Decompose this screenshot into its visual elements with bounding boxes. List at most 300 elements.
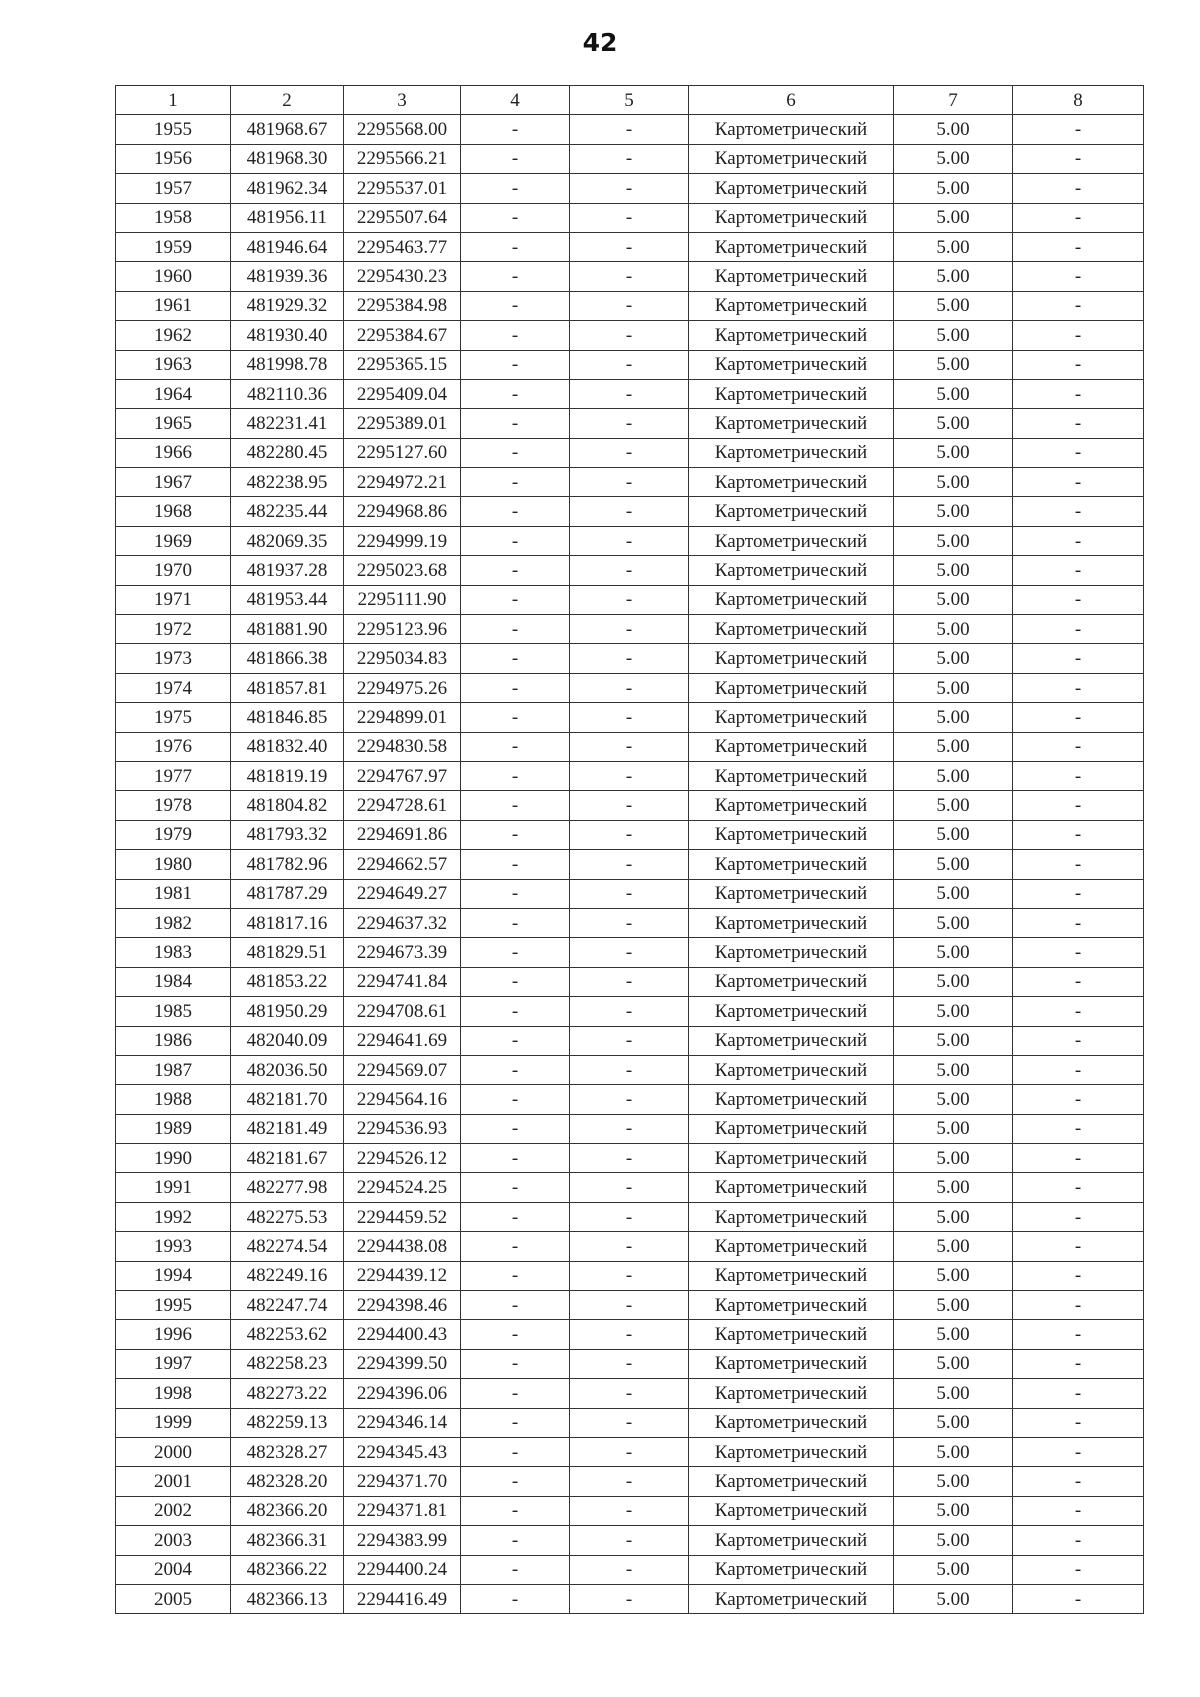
table-cell: - bbox=[570, 967, 689, 996]
table-cell: Картометрический bbox=[689, 585, 894, 614]
table-cell: - bbox=[1013, 938, 1144, 967]
table-cell: 482274.54 bbox=[231, 1232, 344, 1261]
table-cell: 5.00 bbox=[894, 1232, 1013, 1261]
table-row bbox=[116, 732, 1144, 761]
table-cell: Картометрический bbox=[689, 791, 894, 820]
table-cell: - bbox=[570, 791, 689, 820]
table-cell: 2002 bbox=[116, 1496, 231, 1525]
table-cell: Картометрический bbox=[689, 1144, 894, 1173]
table-cell: - bbox=[461, 703, 570, 732]
table-cell: 1974 bbox=[116, 673, 231, 702]
table-cell: - bbox=[461, 1320, 570, 1349]
table-cell: 5.00 bbox=[894, 1437, 1013, 1466]
table-cell: - bbox=[461, 1202, 570, 1231]
table-cell: 481853.22 bbox=[231, 967, 344, 996]
table-cell: 5.00 bbox=[894, 585, 1013, 614]
table-cell: 1963 bbox=[116, 350, 231, 379]
table-cell: Картометрический bbox=[689, 144, 894, 173]
table-cell: Картометрический bbox=[689, 1114, 894, 1143]
table-cell: 2001 bbox=[116, 1467, 231, 1496]
table-cell: 482181.70 bbox=[231, 1085, 344, 1114]
table-cell: 2295111.90 bbox=[344, 585, 461, 614]
table-cell: - bbox=[461, 350, 570, 379]
table-row bbox=[116, 1349, 1144, 1378]
table-cell: 2294526.12 bbox=[344, 1144, 461, 1173]
table-cell: - bbox=[570, 526, 689, 555]
table-cell: - bbox=[570, 1173, 689, 1202]
table-cell: 5.00 bbox=[894, 1085, 1013, 1114]
table-cell: - bbox=[461, 615, 570, 644]
table-row bbox=[116, 1026, 1144, 1055]
table-cell: Картометрический bbox=[689, 1026, 894, 1055]
table-cell: 482069.35 bbox=[231, 526, 344, 555]
table-cell: - bbox=[461, 732, 570, 761]
table-cell: 1988 bbox=[116, 1085, 231, 1114]
table-cell: Картометрический bbox=[689, 967, 894, 996]
table-cell: 5.00 bbox=[894, 967, 1013, 996]
table-cell: Картометрический bbox=[689, 850, 894, 879]
table-cell: 481857.81 bbox=[231, 673, 344, 702]
table-row bbox=[116, 1085, 1144, 1114]
table-cell: - bbox=[570, 1349, 689, 1378]
table-cell: - bbox=[1013, 1232, 1144, 1261]
table-cell: - bbox=[461, 321, 570, 350]
table-cell: - bbox=[1013, 1026, 1144, 1055]
table-cell: 1978 bbox=[116, 791, 231, 820]
table-cell: 482366.22 bbox=[231, 1555, 344, 1584]
table-cell: 481866.38 bbox=[231, 644, 344, 673]
table-row bbox=[116, 144, 1144, 173]
table-cell: 481937.28 bbox=[231, 556, 344, 585]
table-cell: Картометрический bbox=[689, 1232, 894, 1261]
table-cell: - bbox=[570, 1584, 689, 1613]
table-cell: Картометрический bbox=[689, 908, 894, 937]
table-row bbox=[116, 321, 1144, 350]
table-cell: - bbox=[570, 1467, 689, 1496]
table-cell: - bbox=[1013, 409, 1144, 438]
table-cell: 5.00 bbox=[894, 438, 1013, 467]
table-cell: - bbox=[1013, 1055, 1144, 1084]
table-cell: Картометрический bbox=[689, 1408, 894, 1437]
table-cell: - bbox=[570, 379, 689, 408]
table-row bbox=[116, 379, 1144, 408]
table-cell: 481950.29 bbox=[231, 997, 344, 1026]
table-cell: - bbox=[570, 1202, 689, 1231]
table-cell: - bbox=[570, 1055, 689, 1084]
table-cell: 5.00 bbox=[894, 850, 1013, 879]
table-cell: - bbox=[461, 791, 570, 820]
table-cell: 481846.85 bbox=[231, 703, 344, 732]
table-cell: - bbox=[1013, 1085, 1144, 1114]
table-cell: Картометрический bbox=[689, 673, 894, 702]
table-cell: 481998.78 bbox=[231, 350, 344, 379]
table-cell: - bbox=[1013, 1173, 1144, 1202]
table-cell: Картометрический bbox=[689, 203, 894, 232]
table-cell: - bbox=[570, 908, 689, 937]
table-cell: - bbox=[1013, 526, 1144, 555]
table-cell: Картометрический bbox=[689, 379, 894, 408]
table-cell: - bbox=[461, 262, 570, 291]
table-cell: - bbox=[1013, 1291, 1144, 1320]
column-header: 7 bbox=[894, 86, 1013, 115]
table-cell: 481829.51 bbox=[231, 938, 344, 967]
table-cell: 2295034.83 bbox=[344, 644, 461, 673]
column-header: 4 bbox=[461, 86, 570, 115]
table-cell: 2294972.21 bbox=[344, 468, 461, 497]
table-cell: - bbox=[461, 1467, 570, 1496]
table-cell: 1958 bbox=[116, 203, 231, 232]
table-cell: 482280.45 bbox=[231, 438, 344, 467]
table-cell: - bbox=[1013, 232, 1144, 261]
page-number: 42 bbox=[582, 28, 618, 57]
table-cell: 5.00 bbox=[894, 1261, 1013, 1290]
table-cell: 1967 bbox=[116, 468, 231, 497]
table-cell: Картометрический bbox=[689, 1055, 894, 1084]
table-cell: 2294569.07 bbox=[344, 1055, 461, 1084]
table-cell: 482366.31 bbox=[231, 1526, 344, 1555]
table-cell: - bbox=[570, 1555, 689, 1584]
table-cell: - bbox=[461, 850, 570, 879]
table-cell: 5.00 bbox=[894, 1379, 1013, 1408]
table-row bbox=[116, 761, 1144, 790]
table-cell: - bbox=[570, 1114, 689, 1143]
table-cell: Картометрический bbox=[689, 938, 894, 967]
column-header: 8 bbox=[1013, 86, 1144, 115]
table-cell: 1989 bbox=[116, 1114, 231, 1143]
table-cell: Картометрический bbox=[689, 1496, 894, 1525]
table-cell: 5.00 bbox=[894, 1055, 1013, 1084]
table-cell: 1956 bbox=[116, 144, 231, 173]
table-cell: 5.00 bbox=[894, 321, 1013, 350]
table-cell: - bbox=[461, 203, 570, 232]
table-cell: - bbox=[1013, 262, 1144, 291]
table-cell: Картометрический bbox=[689, 497, 894, 526]
table-row bbox=[116, 1526, 1144, 1555]
table-cell: - bbox=[570, 673, 689, 702]
table-cell: - bbox=[1013, 1408, 1144, 1437]
table-cell: - bbox=[1013, 997, 1144, 1026]
coordinates-table bbox=[115, 85, 1144, 1614]
table-cell: - bbox=[461, 468, 570, 497]
table-cell: 2294398.46 bbox=[344, 1291, 461, 1320]
table-cell: 481819.19 bbox=[231, 761, 344, 790]
table-cell: 1979 bbox=[116, 820, 231, 849]
table-cell: 1976 bbox=[116, 732, 231, 761]
table-row bbox=[116, 203, 1144, 232]
table-cell: - bbox=[570, 938, 689, 967]
table-cell: Картометрический bbox=[689, 761, 894, 790]
table-cell: 2294637.32 bbox=[344, 908, 461, 937]
column-header: 3 bbox=[344, 86, 461, 115]
table-cell: - bbox=[461, 115, 570, 144]
table-cell: 5.00 bbox=[894, 673, 1013, 702]
table-cell: Картометрический bbox=[689, 997, 894, 1026]
table-cell: 482036.50 bbox=[231, 1055, 344, 1084]
table-cell: - bbox=[461, 585, 570, 614]
table-cell: Картометрический bbox=[689, 1173, 894, 1202]
table-row bbox=[116, 262, 1144, 291]
table-cell: 5.00 bbox=[894, 1349, 1013, 1378]
table-cell: 481953.44 bbox=[231, 585, 344, 614]
table-cell: 2294345.43 bbox=[344, 1437, 461, 1466]
table-cell: - bbox=[1013, 1349, 1144, 1378]
table-cell: 2294830.58 bbox=[344, 732, 461, 761]
table-row bbox=[116, 791, 1144, 820]
table-cell: - bbox=[461, 526, 570, 555]
table-cell: 1957 bbox=[116, 174, 231, 203]
table-cell: Картометрический bbox=[689, 291, 894, 320]
table-row bbox=[116, 409, 1144, 438]
table-cell: 1992 bbox=[116, 1202, 231, 1231]
table-cell: - bbox=[461, 232, 570, 261]
table-cell: 1968 bbox=[116, 497, 231, 526]
table-cell: Картометрический bbox=[689, 820, 894, 849]
table-cell: - bbox=[570, 1437, 689, 1466]
table-cell: 2294767.97 bbox=[344, 761, 461, 790]
table-cell: 481962.34 bbox=[231, 174, 344, 203]
table-cell: - bbox=[461, 644, 570, 673]
table-cell: 482328.27 bbox=[231, 1437, 344, 1466]
table-cell: - bbox=[1013, 1467, 1144, 1496]
table-cell: - bbox=[1013, 1379, 1144, 1408]
table-cell: - bbox=[1013, 615, 1144, 644]
table-cell: 5.00 bbox=[894, 1467, 1013, 1496]
table-cell: - bbox=[1013, 850, 1144, 879]
table-cell: 481929.32 bbox=[231, 291, 344, 320]
table-cell: 2295568.00 bbox=[344, 115, 461, 144]
table-cell: 2294399.50 bbox=[344, 1349, 461, 1378]
table-cell: - bbox=[570, 1408, 689, 1437]
table-cell: - bbox=[1013, 438, 1144, 467]
table-cell: - bbox=[570, 1379, 689, 1408]
table-cell: 2000 bbox=[116, 1437, 231, 1466]
table-cell: - bbox=[1013, 879, 1144, 908]
table-cell: 5.00 bbox=[894, 174, 1013, 203]
table-cell: - bbox=[461, 379, 570, 408]
table-body bbox=[116, 115, 1144, 1614]
table-cell: 2294371.81 bbox=[344, 1496, 461, 1525]
table-cell: 2294536.93 bbox=[344, 1114, 461, 1143]
table-row bbox=[116, 850, 1144, 879]
table-header-row bbox=[116, 86, 1144, 115]
table-cell: - bbox=[461, 997, 570, 1026]
table-cell: 2005 bbox=[116, 1584, 231, 1613]
table-cell: 1986 bbox=[116, 1026, 231, 1055]
table-cell: 5.00 bbox=[894, 938, 1013, 967]
table-cell: 1960 bbox=[116, 262, 231, 291]
table-cell: Картометрический bbox=[689, 438, 894, 467]
table-cell: - bbox=[570, 350, 689, 379]
table-cell: 2294439.12 bbox=[344, 1261, 461, 1290]
table-cell: 1977 bbox=[116, 761, 231, 790]
table-cell: 5.00 bbox=[894, 1114, 1013, 1143]
table-cell: 5.00 bbox=[894, 1291, 1013, 1320]
column-header: 2 bbox=[231, 86, 344, 115]
table-cell: - bbox=[461, 1055, 570, 1084]
table-cell: 5.00 bbox=[894, 203, 1013, 232]
table-cell: 482249.16 bbox=[231, 1261, 344, 1290]
table-row bbox=[116, 497, 1144, 526]
table-cell: - bbox=[570, 1026, 689, 1055]
table-cell: 1996 bbox=[116, 1320, 231, 1349]
table-cell: 5.00 bbox=[894, 1584, 1013, 1613]
table-cell: 481968.67 bbox=[231, 115, 344, 144]
table-cell: - bbox=[1013, 174, 1144, 203]
table-cell: 5.00 bbox=[894, 115, 1013, 144]
table-cell: 2294999.19 bbox=[344, 526, 461, 555]
table-cell: Картометрический bbox=[689, 526, 894, 555]
table-cell: - bbox=[570, 761, 689, 790]
table-cell: - bbox=[1013, 1496, 1144, 1525]
table-cell: 1964 bbox=[116, 379, 231, 408]
table-cell: - bbox=[461, 144, 570, 173]
table-cell: 5.00 bbox=[894, 409, 1013, 438]
table-cell: - bbox=[461, 938, 570, 967]
table-cell: Картометрический bbox=[689, 115, 894, 144]
table-cell: - bbox=[1013, 350, 1144, 379]
table-cell: 2294383.99 bbox=[344, 1526, 461, 1555]
column-header: 5 bbox=[570, 86, 689, 115]
table-cell: - bbox=[570, 556, 689, 585]
table-cell: 2294708.61 bbox=[344, 997, 461, 1026]
table-cell: - bbox=[1013, 791, 1144, 820]
table-cell: - bbox=[461, 967, 570, 996]
table-row bbox=[116, 1232, 1144, 1261]
table-cell: - bbox=[1013, 1584, 1144, 1613]
table-cell: 2294741.84 bbox=[344, 967, 461, 996]
table-cell: 482258.23 bbox=[231, 1349, 344, 1378]
table-cell: 5.00 bbox=[894, 703, 1013, 732]
table-row bbox=[116, 1584, 1144, 1613]
table-cell: 482259.13 bbox=[231, 1408, 344, 1437]
table-cell: - bbox=[570, 115, 689, 144]
table-cell: 1959 bbox=[116, 232, 231, 261]
table-cell: - bbox=[570, 321, 689, 350]
table-row bbox=[116, 350, 1144, 379]
table-cell: 482247.74 bbox=[231, 1291, 344, 1320]
table-cell: - bbox=[461, 761, 570, 790]
table-cell: 5.00 bbox=[894, 232, 1013, 261]
table-cell: - bbox=[570, 1261, 689, 1290]
table-cell: - bbox=[570, 997, 689, 1026]
table-cell: 482277.98 bbox=[231, 1173, 344, 1202]
table-cell: 5.00 bbox=[894, 997, 1013, 1026]
table-cell: - bbox=[1013, 497, 1144, 526]
table-cell: 481787.29 bbox=[231, 879, 344, 908]
table-cell: 1969 bbox=[116, 526, 231, 555]
table-cell: 5.00 bbox=[894, 615, 1013, 644]
table-cell: - bbox=[461, 673, 570, 702]
table-cell: - bbox=[570, 468, 689, 497]
table-cell: - bbox=[1013, 1437, 1144, 1466]
table-cell: 2295537.01 bbox=[344, 174, 461, 203]
table-cell: 1973 bbox=[116, 644, 231, 673]
table-cell: 482181.67 bbox=[231, 1144, 344, 1173]
table-cell: 5.00 bbox=[894, 1026, 1013, 1055]
table-cell: 482238.95 bbox=[231, 468, 344, 497]
table-cell: - bbox=[1013, 468, 1144, 497]
table-cell: Картометрический bbox=[689, 1085, 894, 1114]
table-cell: - bbox=[570, 1496, 689, 1525]
table-cell: - bbox=[1013, 321, 1144, 350]
table-cell: 1955 bbox=[116, 115, 231, 144]
table-cell: 481968.30 bbox=[231, 144, 344, 173]
table-cell: - bbox=[1013, 556, 1144, 585]
table-cell: - bbox=[570, 1291, 689, 1320]
table-cell: 1997 bbox=[116, 1349, 231, 1378]
table-cell: - bbox=[461, 1261, 570, 1290]
table-cell: 2294662.57 bbox=[344, 850, 461, 879]
table-cell: Картометрический bbox=[689, 879, 894, 908]
table-row bbox=[116, 115, 1144, 144]
table-cell: 2294975.26 bbox=[344, 673, 461, 702]
table-cell: Картометрический bbox=[689, 1202, 894, 1231]
table-cell: 5.00 bbox=[894, 1173, 1013, 1202]
table-row bbox=[116, 673, 1144, 702]
table-row bbox=[116, 820, 1144, 849]
table-cell: 1966 bbox=[116, 438, 231, 467]
table-cell: - bbox=[570, 585, 689, 614]
table-cell: 482231.41 bbox=[231, 409, 344, 438]
table-cell: - bbox=[461, 1584, 570, 1613]
table-cell: 2294673.39 bbox=[344, 938, 461, 967]
table-cell: 1993 bbox=[116, 1232, 231, 1261]
table-cell: 1961 bbox=[116, 291, 231, 320]
table-cell: Картометрический bbox=[689, 703, 894, 732]
table-cell: 482110.36 bbox=[231, 379, 344, 408]
table-cell: 2295566.21 bbox=[344, 144, 461, 173]
table-row bbox=[116, 1437, 1144, 1466]
table-cell: - bbox=[461, 1555, 570, 1584]
table-cell: 481930.40 bbox=[231, 321, 344, 350]
table-cell: - bbox=[570, 144, 689, 173]
table-row bbox=[116, 938, 1144, 967]
table-cell: 2295023.68 bbox=[344, 556, 461, 585]
table-cell: - bbox=[1013, 1261, 1144, 1290]
table-cell: 2294346.14 bbox=[344, 1408, 461, 1437]
table-row bbox=[116, 644, 1144, 673]
table-cell: 2295463.77 bbox=[344, 232, 461, 261]
table-cell: - bbox=[1013, 379, 1144, 408]
table-row bbox=[116, 1408, 1144, 1437]
table-cell: 482181.49 bbox=[231, 1114, 344, 1143]
table-cell: 481881.90 bbox=[231, 615, 344, 644]
table-cell: 2294524.25 bbox=[344, 1173, 461, 1202]
table-cell: - bbox=[1013, 820, 1144, 849]
table-cell: Картометрический bbox=[689, 1555, 894, 1584]
table-cell: 481804.82 bbox=[231, 791, 344, 820]
table-cell: - bbox=[1013, 203, 1144, 232]
table-cell: - bbox=[461, 879, 570, 908]
table-cell: Картометрический bbox=[689, 409, 894, 438]
table-row bbox=[116, 908, 1144, 937]
table-cell: 5.00 bbox=[894, 1320, 1013, 1349]
table-cell: - bbox=[570, 409, 689, 438]
table-cell: 5.00 bbox=[894, 1496, 1013, 1525]
table-row bbox=[116, 1055, 1144, 1084]
table-cell: - bbox=[570, 850, 689, 879]
table-cell: 5.00 bbox=[894, 379, 1013, 408]
table-cell: - bbox=[461, 174, 570, 203]
table-cell: - bbox=[461, 1437, 570, 1466]
table-cell: - bbox=[1013, 1114, 1144, 1143]
table-cell: 2003 bbox=[116, 1526, 231, 1555]
table-cell: 5.00 bbox=[894, 644, 1013, 673]
table-cell: 5.00 bbox=[894, 468, 1013, 497]
table-cell: 481817.16 bbox=[231, 908, 344, 937]
table-cell: Картометрический bbox=[689, 174, 894, 203]
table-cell: 482328.20 bbox=[231, 1467, 344, 1496]
